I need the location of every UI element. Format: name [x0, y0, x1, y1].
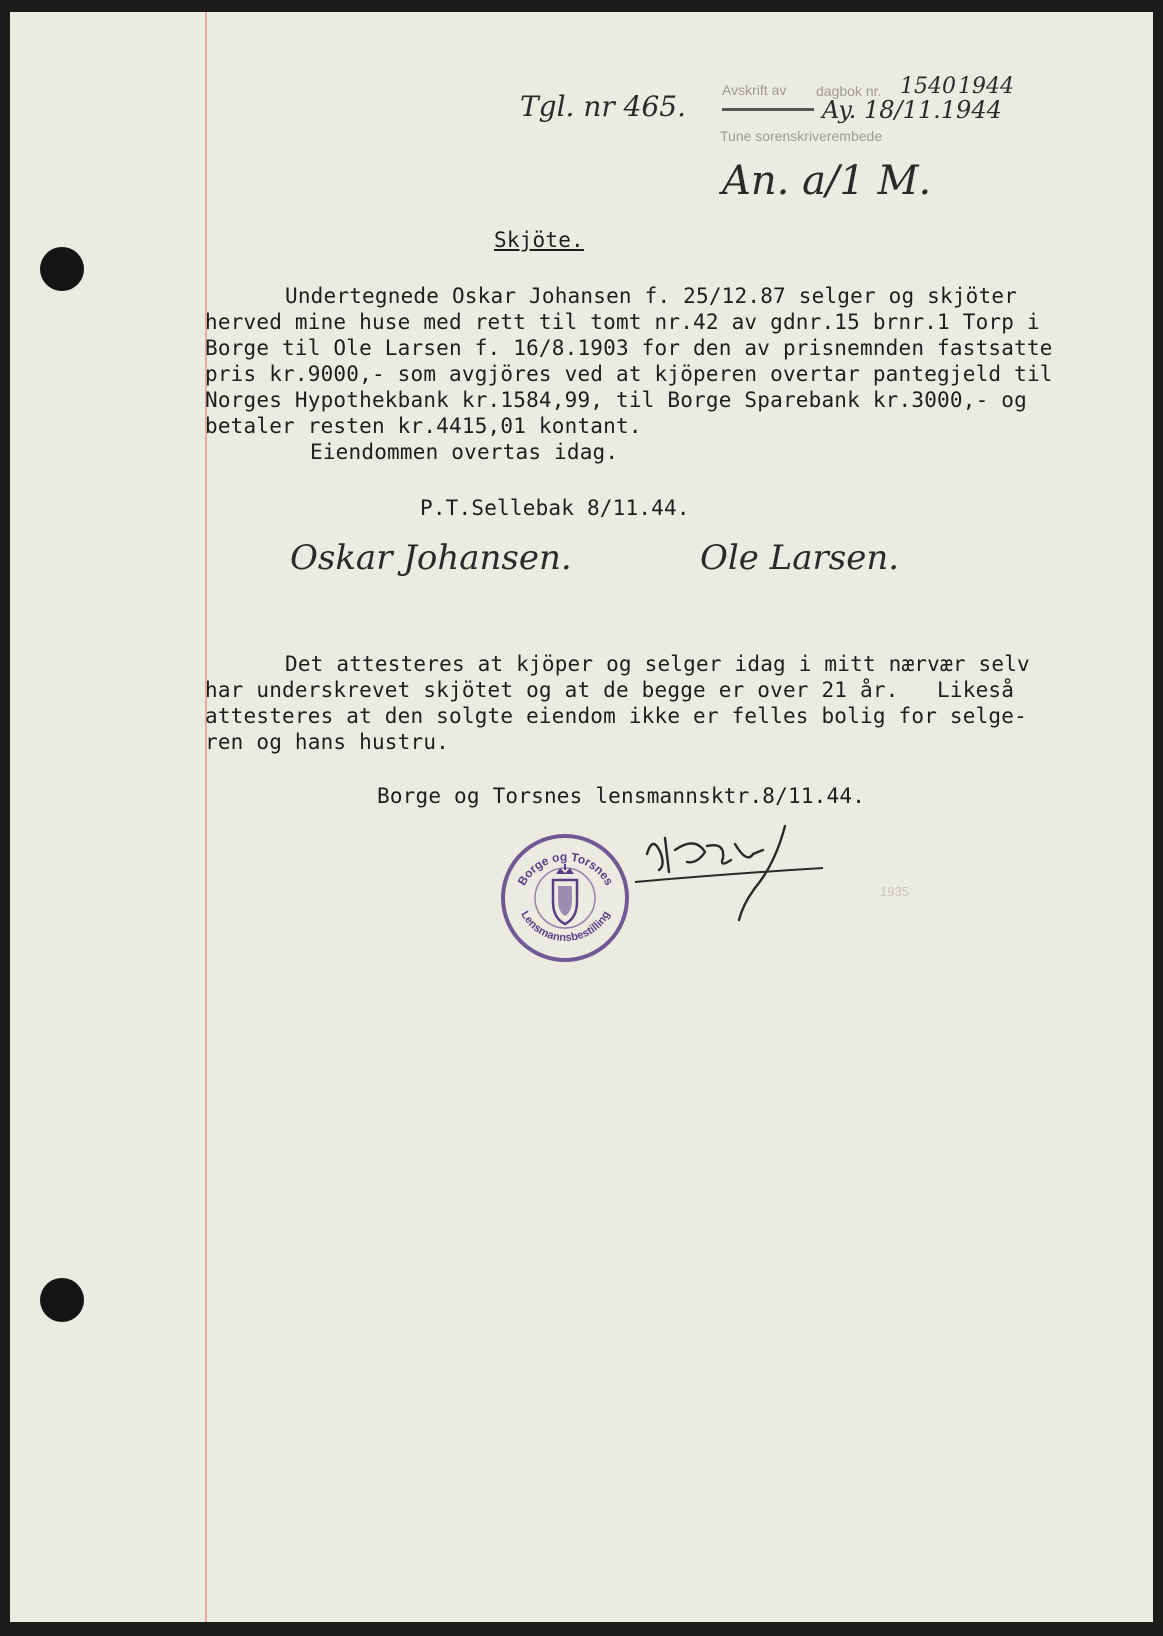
paragraph-line: herved mine huse med rett til tomt nr.42 av gdnr.15 brnr.1 Torp i [205, 310, 1040, 334]
coat-of-arms-icon [553, 864, 577, 924]
possession-line: Eiendommen overtas idag. [310, 440, 619, 464]
official-seal-stamp [498, 828, 633, 963]
stamp-dagbok-label: dagbok nr. [816, 83, 882, 99]
paragraph-line: Borge til Ole Larsen f. 16/8.1903 for den av prisnemnden fastsatte [205, 336, 1053, 360]
stamp-dagbok-number: 1540 [900, 74, 956, 99]
stamp-office: Tune sorenskriverembede [720, 128, 883, 144]
place-date-line: P.T.Sellebak 8/11.44. [420, 496, 690, 520]
paragraph-line: Norges Hypothekbank kr.1584,99, til Borge Sparebank kr.3000,- og [205, 388, 1027, 412]
attestation-line: ren og hans hustru. [205, 730, 450, 754]
red-margin-line [205, 12, 207, 1622]
punch-hole-bottom [40, 1278, 84, 1322]
paragraph-line: Undertegnede Oskar Johansen f. 25/12.87 selger og skjöter [285, 284, 1018, 308]
seal-top-text: Borge og Torsnes [514, 849, 617, 888]
punch-hole-top [40, 247, 84, 291]
seal-bottom-text: Lensmannsbestilling [518, 909, 613, 945]
initials-note: An. a/1 M. [722, 158, 932, 204]
stamp-title: Avskrift av [722, 82, 787, 98]
paragraph-line: betaler resten kr.4415,01 kontant. [205, 414, 642, 438]
buyer-signature: Ole Larsen. [700, 538, 900, 578]
seller-signature: Oskar Johansen. [290, 538, 572, 578]
attestation-line: Det attesteres at kjöper og selger idag i mitt nærvær selv [285, 652, 1030, 676]
document-title: Skjöte. [494, 228, 584, 252]
office-date-line: Borge og Torsnes lensmannsktr.8/11.44. [377, 784, 866, 808]
stamp-strikeline [722, 108, 814, 111]
stamp-date-note: Ay. 18/11.1944 [822, 96, 1002, 124]
paragraph-line: pris kr.9000,- som avgjöres ved at kjöperen overtar pantegjeld til [205, 362, 1053, 386]
faint-background-number: 1935 [880, 884, 909, 899]
stamp-year: 1944 [958, 74, 1014, 99]
officer-signature [635, 824, 855, 944]
attestation-line: attesteres at den solgte eiendom ikke er felles bolig for selge- [205, 704, 1027, 728]
attestation-line: har underskrevet skjötet og at de begge er over 21 år. Likeså [205, 678, 1015, 702]
tgl-number-note: Tgl. nr 465. [520, 90, 687, 123]
document-page [10, 12, 1153, 1622]
